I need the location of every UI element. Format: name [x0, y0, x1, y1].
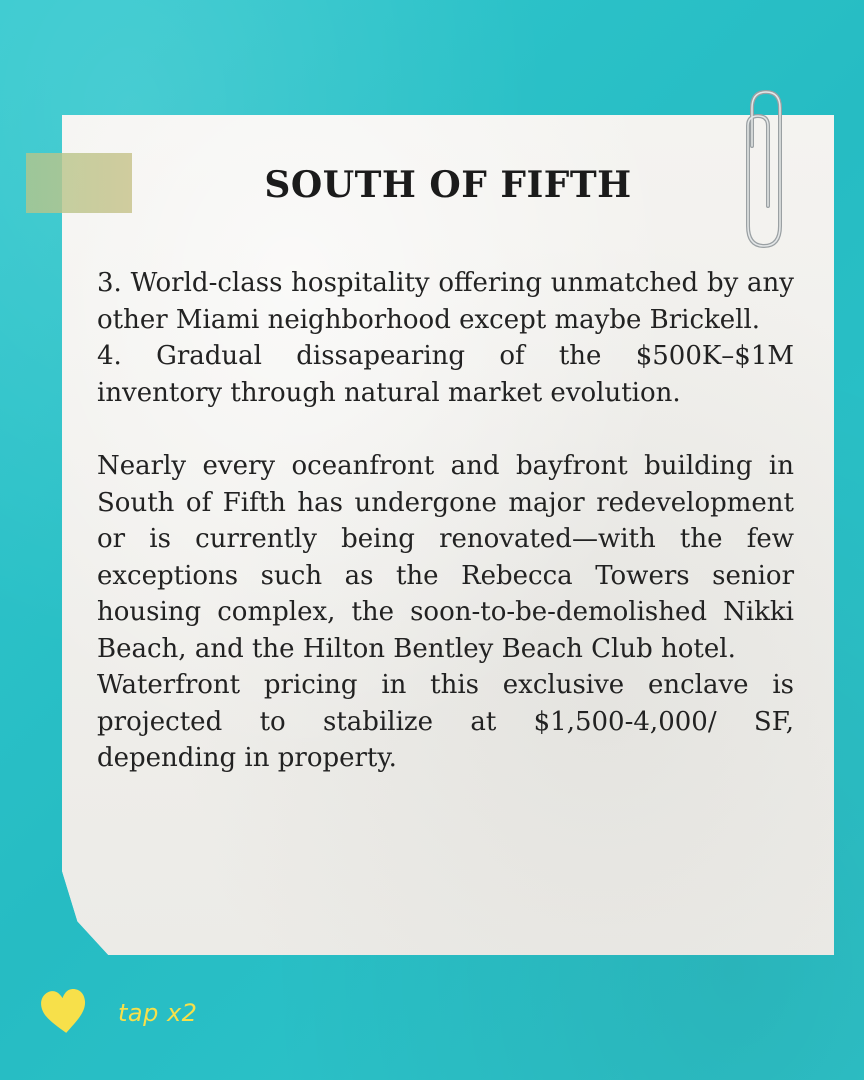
pricing-paragraph: Waterfront pricing in this exclusive enclave is projected to stabilize at $1,500-4,000/ SF, depending in property. — [97, 670, 794, 773]
heart-icon[interactable] — [38, 986, 90, 1038]
paragraph-spacer — [97, 411, 794, 448]
list-item-4: 4. Gradual dissapearing of the $500K–$1M inventory through natural market evolution. — [97, 341, 794, 408]
tap-hint-label: tap x2 — [118, 999, 198, 1027]
redevelopment-paragraph: Nearly every oceanfront and bayfront building in South of Fifth has undergone major redevelopment or is currently being renovated—with the few exceptions such as the Rebecca Towers senior housing complex, the soon-to-be-demolished Nikki Beach, and the Hilton Bentley Beach Club hotel. — [97, 451, 794, 664]
page-title: SOUTH OF FIFTH — [264, 164, 632, 206]
body-text — [97, 265, 794, 777]
list-item-3: 3. World-class hospitality offering unmatched by any other Miami neighborhood except maybe Brickell. — [97, 268, 794, 335]
